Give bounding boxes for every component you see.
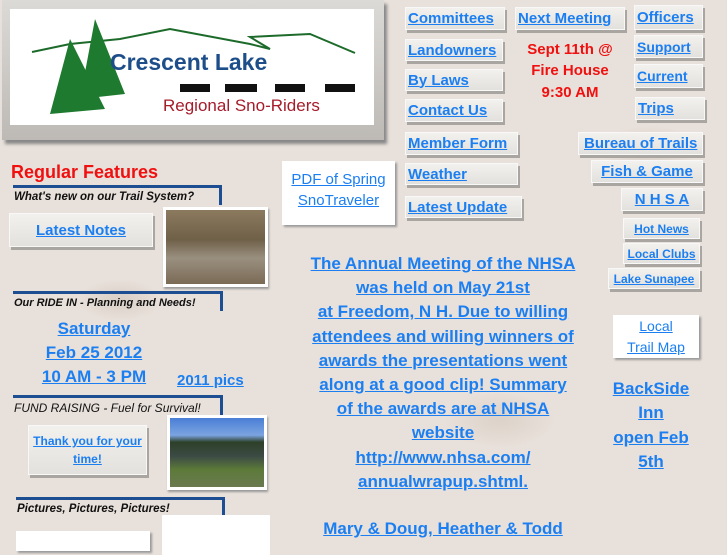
ride-in-day-link[interactable]: Saturday	[57, 319, 131, 338]
fundraiser-photo	[167, 415, 267, 490]
landowners-button[interactable]: Landowners	[405, 39, 503, 61]
backside-line[interactable]: Inn	[638, 403, 664, 423]
news-line[interactable]: website	[411, 423, 475, 443]
current-button[interactable]: Current	[634, 64, 703, 88]
meeting-date: Sept 11th @	[527, 41, 613, 58]
news-line[interactable]: along at a good clip! Summary	[319, 375, 567, 395]
thank-you-label[interactable]: Thank you for your time!	[33, 434, 142, 466]
meeting-place: Fire House	[531, 62, 609, 79]
lake-sunapee-button[interactable]: Lake Sunapee	[608, 268, 700, 289]
bureau-of-trails-button[interactable]: Bureau of Trails	[578, 132, 703, 155]
hot-news-button[interactable]: Hot News	[623, 218, 700, 239]
backside-inn-notice	[600, 377, 702, 474]
news-signature[interactable]: Mary & Doug, Heather & Todd	[323, 519, 563, 538]
contact-us-button[interactable]: Contact Us	[405, 99, 503, 122]
thank-you-button[interactable]	[28, 425, 147, 475]
trail-system-header: What's new on our Trail System?	[13, 185, 222, 205]
pdf-link-line1[interactable]: PDF of Spring	[291, 171, 386, 188]
nhsa-url-link[interactable]: http://www.nhsa.com/	[355, 447, 531, 467]
trail-map-link-line1[interactable]: Local	[639, 318, 673, 334]
local-clubs-button[interactable]: Local Clubs	[623, 243, 700, 264]
support-button[interactable]: Support	[634, 35, 703, 58]
backside-line[interactable]: 5th	[638, 451, 664, 471]
backside-line[interactable]: open Feb	[613, 427, 689, 447]
ride-in-date-link[interactable]: Feb 25 2012	[45, 343, 143, 362]
pictures-box-left[interactable]	[16, 531, 150, 551]
nhsa-url-link[interactable]: annualwrapup.shtml.	[357, 471, 529, 491]
news-line[interactable]: The Annual Meeting of the NHSA	[310, 254, 576, 273]
pics-2011-link[interactable]: 2011 pics	[177, 372, 244, 389]
pdf-snotraveler-box[interactable]	[282, 161, 395, 225]
backside-line[interactable]: BackSide	[612, 379, 690, 398]
local-trail-map-box[interactable]	[613, 315, 699, 358]
nhsa-button[interactable]: N H S A	[621, 188, 703, 211]
committees-button[interactable]: Committees	[405, 7, 505, 30]
pdf-link-line2[interactable]: SnoTraveler	[297, 192, 380, 209]
logo-panel[interactable]	[2, 0, 384, 140]
member-form-button[interactable]: Member Form	[405, 132, 518, 155]
trail-map-link-line2[interactable]: Trail Map	[627, 339, 685, 355]
fish-game-button[interactable]: Fish & Game	[591, 160, 703, 183]
weather-button[interactable]: Weather	[405, 163, 518, 185]
regular-features-title: Regular Features	[11, 162, 159, 182]
meeting-time: 9:30 AM	[541, 84, 599, 101]
ride-in-header: Our RIDE IN - Planning and Needs!	[13, 291, 223, 311]
pictures-box-right[interactable]	[162, 515, 270, 555]
fund-raising-header: FUND RAISING - Fuel for Survival!	[13, 395, 223, 415]
latest-update-button[interactable]: Latest Update	[405, 196, 522, 218]
trips-button[interactable]: Trips	[635, 97, 705, 120]
logo-subtitle: Regional Sno-Riders	[163, 96, 320, 115]
news-line[interactable]: awards the presentations went	[318, 350, 568, 370]
officers-button[interactable]: Officers	[634, 5, 703, 30]
pictures-header: Pictures, Pictures, Pictures!	[16, 497, 225, 517]
logo	[10, 9, 374, 125]
latest-notes-button[interactable]: Latest Notes	[9, 213, 153, 247]
news-line[interactable]: attendees and willing winners of	[312, 326, 574, 346]
news-line[interactable]: at Freedom, N H. Due to willing	[317, 302, 569, 322]
logo-title: Crescent Lake	[110, 49, 268, 75]
nhsa-news	[290, 252, 596, 494]
ride-in-time-link[interactable]: 10 AM - 3 PM	[41, 367, 147, 386]
by-laws-button[interactable]: By Laws	[405, 69, 503, 91]
news-line[interactable]: of the awards are at NHSA	[336, 399, 550, 419]
next-meeting-button[interactable]: Next Meeting	[515, 7, 625, 30]
news-line[interactable]: was held on May 21st	[356, 278, 530, 298]
trail-work-photo	[163, 207, 268, 287]
